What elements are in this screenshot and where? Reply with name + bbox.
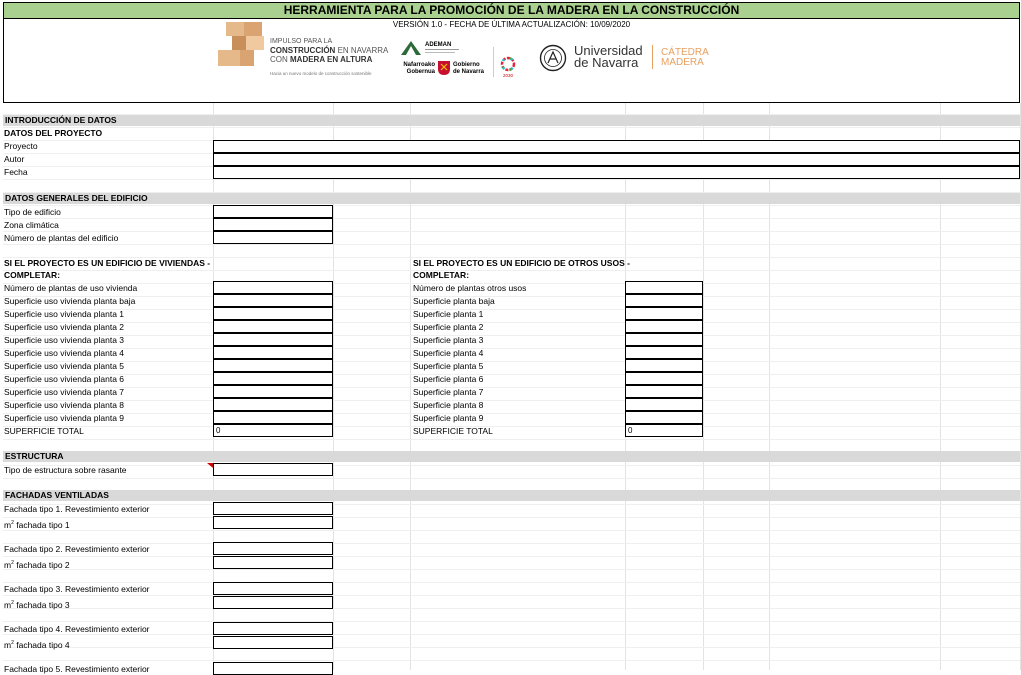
label-fecha: Fecha [4, 167, 28, 177]
grid-row-line [3, 309, 1020, 310]
unav-seal-icon [539, 44, 567, 72]
grid-row-line [3, 504, 1020, 505]
grid-row-line [3, 426, 1020, 427]
grid-row-line [3, 387, 1020, 388]
impulso-logo-icon [218, 22, 264, 66]
gobierno-logo-left: Nafarroako Gobernua [403, 62, 435, 75]
viviendas-label: Superficie uso vivienda planta 1 [4, 309, 125, 319]
otros-label: Superficie planta 7 [413, 387, 484, 397]
viviendas-heading: SI EL PROYECTO ES UN EDIFICIO DE VIVIENDAS - [4, 258, 211, 268]
version-label: VERSIÓN 1.0 - FECHA DE ÚLTIMA ACTUALIZACIÓN: 10/09/2020 [392, 20, 631, 29]
fachada-revestimiento-label: Fachada tipo 1. Revestimiento exterior [4, 504, 150, 514]
otros-label: Superficie planta 6 [413, 374, 484, 384]
grid-row-line [3, 634, 1020, 635]
fachada-m2-input[interactable] [213, 596, 333, 609]
otros-input[interactable] [625, 346, 703, 359]
numero-plantas-input[interactable] [213, 231, 333, 244]
navarra-shield-icon [437, 60, 451, 76]
viviendas-input[interactable] [213, 307, 333, 320]
unav-logo-text: Universidad de Navarra [574, 43, 643, 70]
grid-row-line [3, 361, 1020, 362]
viviendas-label: Superficie uso vivienda planta 5 [4, 361, 125, 371]
viviendas-input[interactable] [213, 398, 333, 411]
otros-label: Superficie planta 9 [413, 413, 484, 423]
viviendas-input[interactable] [213, 359, 333, 372]
fachada-m2-input[interactable] [213, 516, 333, 529]
otros-label: Superficie planta 5 [413, 361, 484, 371]
fachada-revestimiento-input[interactable] [213, 662, 333, 675]
fachada-m2-label: $m^2$ fachada tipo 3 [4, 599, 70, 610]
fachada-m2-label: $m^2$ fachada tipo 4 [4, 639, 70, 650]
otros-input[interactable] [625, 281, 703, 294]
otros-label: Número de plantas otros usos [413, 283, 527, 293]
grid-row-line [3, 660, 1020, 661]
grid-row-line [3, 439, 1020, 440]
otros-input[interactable] [625, 398, 703, 411]
fachada-m2-label: $m^2$ fachada tipo 1 [4, 519, 70, 530]
otros-input[interactable] [625, 307, 703, 320]
grid-row-line [3, 374, 1020, 375]
grid-row-line [3, 270, 1020, 271]
viviendas-label: Superficie uso vivienda planta 4 [4, 348, 125, 358]
label-tipo-edificio: Tipo de edificio [4, 207, 61, 217]
fachada-revestimiento-input[interactable] [213, 502, 333, 515]
catedra-madera-logo: CÁTEDRA MADERA [661, 47, 709, 68]
label-proyecto: Proyecto [4, 141, 38, 151]
viviendas-input[interactable]: 0 [213, 424, 333, 437]
agenda-2030-wheel-icon [499, 56, 517, 74]
viviendas-input[interactable] [213, 281, 333, 294]
grid-row-line [3, 348, 1020, 349]
viviendas-input[interactable] [213, 294, 333, 307]
grid-row-line [3, 205, 1020, 206]
otros-input[interactable] [625, 411, 703, 424]
viviendas-label: Superficie uso vivienda planta 9 [4, 413, 125, 423]
viviendas-input[interactable] [213, 411, 333, 424]
otros-input[interactable] [625, 359, 703, 372]
grid-row-line [3, 569, 1020, 570]
otros-heading: SI EL PROYECTO ES UN EDIFICIO DE OTROS USOS - [413, 258, 630, 268]
grid-row-line [3, 179, 1020, 180]
fachada-revestimiento-label: Fachada tipo 2. Revestimiento exterior [4, 544, 150, 554]
grid-row-line [3, 621, 1020, 622]
fachada-m2-label: $m^2$ fachada tipo 2 [4, 559, 70, 570]
viviendas-input[interactable] [213, 333, 333, 346]
zona-climatica-input[interactable] [213, 218, 333, 231]
impulso-logo-text: IMPULSO PARA LA CONSTRUCCIÓN EN NAVARRA CON MADERA EN ALTURA Hacia un nuevo modelo de construcción sostenible [270, 38, 389, 76]
viviendas-label: Superficie uso vivienda planta 2 [4, 322, 125, 332]
otros-heading-2: COMPLETAR: [413, 270, 470, 280]
otros-input[interactable] [625, 294, 703, 307]
grid-row-line [3, 517, 1020, 518]
fecha-input[interactable] [213, 166, 1020, 179]
otros-label: Superficie planta 8 [413, 400, 484, 410]
autor-input[interactable] [213, 153, 1020, 166]
gobierno-logo-right: Gobierno de Navarra [453, 62, 485, 75]
otros-input[interactable] [625, 385, 703, 398]
viviendas-label: Superficie uso vivienda planta 3 [4, 335, 125, 345]
viviendas-input[interactable] [213, 385, 333, 398]
otros-input[interactable] [625, 320, 703, 333]
tipo-estructura-input[interactable] [213, 463, 333, 476]
grid-row-line [3, 413, 1020, 414]
tipo-edificio-input[interactable] [213, 205, 333, 218]
grid-row-line [3, 582, 1020, 583]
viviendas-label: Superficie uso vivienda planta 8 [4, 400, 125, 410]
section-estructura: ESTRUCTURA [3, 451, 1020, 462]
ademan-logo-icon [400, 40, 422, 56]
viviendas-label: Superficie uso vivienda planta 7 [4, 387, 125, 397]
label-tipo-estructura: Tipo de estructura sobre rasante [4, 465, 127, 475]
proyecto-input[interactable] [213, 140, 1020, 153]
section-fachadas: FACHADAS VENTILADAS [3, 490, 1020, 501]
otros-label: Superficie planta 2 [413, 322, 484, 332]
viviendas-label: Superficie uso vivienda planta baja [4, 296, 136, 306]
tool-title: HERRAMIENTA PARA LA PROMOCIÓN DE LA MADERA EN LA CONSTRUCCIÓN [3, 2, 1020, 19]
label-zona-climatica: Zona climática [4, 220, 59, 230]
otros-input[interactable]: 0 [625, 424, 703, 437]
fachada-revestimiento-label: Fachada tipo 5. Revestimiento exterior [4, 664, 150, 674]
grid-row-line [3, 127, 1020, 128]
grid-row-line [3, 595, 1020, 596]
fachada-m2-input[interactable] [213, 636, 333, 649]
otros-label: Superficie planta 3 [413, 335, 484, 345]
fachada-revestimiento-input[interactable] [213, 622, 333, 635]
grid-row-line [3, 400, 1020, 401]
grid-row-line [3, 322, 1020, 323]
agenda-2030-label: 2030 [502, 73, 513, 78]
grid-row-line [3, 478, 1020, 479]
fachada-m2-input[interactable] [213, 556, 333, 569]
grid-row-line [3, 543, 1020, 544]
viviendas-heading-2: COMPLETAR: [4, 270, 61, 280]
grid-row-line [3, 231, 1020, 232]
viviendas-label: Superficie uso vivienda planta 6 [4, 374, 125, 384]
proyecto-heading: DATOS DEL PROYECTO [4, 128, 103, 138]
grid-row-line [3, 530, 1020, 531]
fachada-revestimiento-input[interactable] [213, 542, 333, 555]
section-general: DATOS GENERALES DEL EDIFICIO [3, 193, 1020, 204]
fachada-revestimiento-label: Fachada tipo 3. Revestimiento exterior [4, 584, 150, 594]
otros-input[interactable] [625, 372, 703, 385]
otros-label: SUPERFICIE TOTAL [413, 426, 493, 436]
grid-row-line [3, 556, 1020, 557]
ademan-logo-text: ADEMAN [425, 42, 452, 48]
grid-row-line [3, 296, 1020, 297]
otros-label: Superficie planta baja [413, 296, 495, 306]
otros-label: Superficie planta 4 [413, 348, 484, 358]
viviendas-input[interactable] [213, 320, 333, 333]
otros-label: Superficie planta 1 [413, 309, 484, 319]
grid-row-line [3, 465, 1020, 466]
grid-row-line [3, 335, 1020, 336]
grid-row-line [3, 244, 1020, 245]
grid-row-line [3, 647, 1020, 648]
viviendas-label: Número de plantas de uso vivienda [4, 283, 138, 293]
section-intro: INTRODUCCIÓN DE DATOS [3, 115, 1020, 126]
viviendas-label: SUPERFICIE TOTAL [4, 426, 84, 436]
otros-input[interactable] [625, 333, 703, 346]
fachada-revestimiento-label: Fachada tipo 4. Revestimiento exterior [4, 624, 150, 634]
viviendas-input[interactable] [213, 346, 333, 359]
label-autor: Autor [4, 154, 25, 164]
grid-row-line [3, 608, 1020, 609]
viviendas-input[interactable] [213, 372, 333, 385]
grid-row-line [3, 218, 1020, 219]
label-numero-plantas: Número de plantas del edificio [4, 233, 119, 243]
fachada-revestimiento-input[interactable] [213, 582, 333, 595]
